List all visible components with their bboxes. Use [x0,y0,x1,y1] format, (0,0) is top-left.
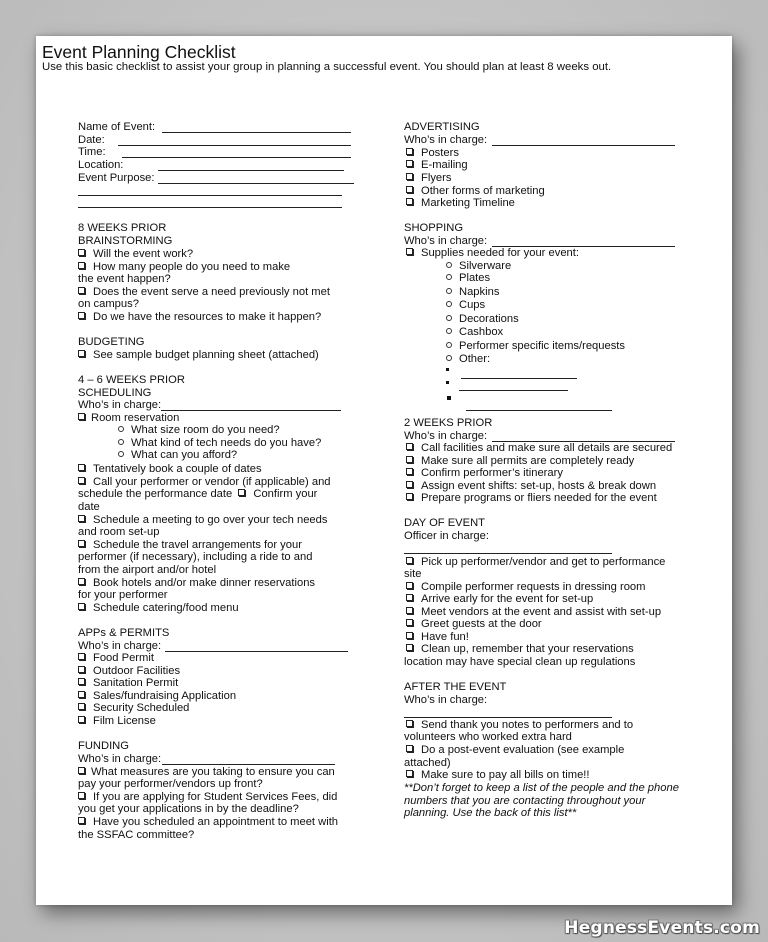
other-supply-field-3[interactable] [466,410,612,411]
checklist-item[interactable]: Prepare programs or fliers needed for the event [406,492,657,505]
circle-bullet-icon [118,451,124,457]
checkbox-icon[interactable] [406,173,413,180]
two-weeks-heading: 2 WEEKS PRIOR [404,417,493,429]
checkbox-icon[interactable] [406,557,413,564]
checkbox-icon[interactable] [406,186,413,193]
checkbox-icon[interactable] [406,456,413,463]
checklist-item[interactable]: Do a post-event evaluation (see example [406,744,624,757]
funding-heading: FUNDING [78,740,129,752]
checklist-item[interactable]: Call facilities and make sure all details are secured [406,442,672,455]
checklist-item[interactable]: Posters [406,147,459,160]
checkbox-icon[interactable] [406,443,413,450]
checklist-item[interactable]: Does the event serve a need previously not met [78,286,330,299]
page-subtitle: Use this basic checklist to assist your group in planning a successful event. You should plan at least 8 weeks out. [42,61,612,73]
checklist-item[interactable]: Pick up performer/vendor and get to performance [406,556,665,569]
checklist-item[interactable]: Sanitation Permit [78,677,178,690]
checkbox-icon[interactable] [78,792,85,799]
checkbox-icon[interactable] [78,817,85,824]
checklist-item-continued: you get your applications in by the deadline? [78,803,299,815]
checkbox-icon[interactable] [406,770,413,777]
four-six-weeks-heading: 4 – 6 WEEKS PRIOR [78,374,185,386]
after-event-heading: AFTER THE EVENT [404,681,507,693]
circle-bullet-icon [446,274,452,280]
other-supply-field-1[interactable] [461,378,577,379]
checkbox-icon[interactable] [78,691,85,698]
checkbox-icon[interactable] [406,481,413,488]
advertising-who-field[interactable] [492,145,675,146]
checklist-item-continued: location may have special clean up regulations [404,656,636,668]
checklist-item[interactable]: Call your performer or vendor (if applicable) and [78,476,331,489]
checklist-item[interactable]: Marketing Timeline [406,197,515,210]
checkbox-icon[interactable] [78,464,85,471]
checklist-item[interactable]: Flyers [406,172,451,185]
square-bullet-icon [446,381,449,384]
circle-bullet-icon [446,262,452,268]
checklist-item[interactable]: Make sure to pay all bills on time!! [406,769,590,782]
supply-item: Napkins [446,286,499,299]
checklist-item-continued: from the airport and/or hotel [78,564,217,576]
checklist-item[interactable]: Food Permit [78,652,154,665]
checkbox-icon[interactable] [78,350,85,357]
checkbox-icon[interactable] [406,248,413,255]
checkbox-icon[interactable] [238,489,245,496]
checklist-item[interactable]: Assign event shifts: set-up, hosts & break down [406,480,656,493]
checkbox-icon[interactable] [78,653,85,660]
checklist-item[interactable]: What measures are you taking to ensure you can [78,766,335,779]
checklist-item[interactable]: Book hotels and/or make dinner reservations [78,577,315,590]
checklist-item[interactable]: Security Scheduled [78,702,189,715]
checklist-item[interactable]: Do we have the resources to make it happen? [78,311,321,324]
checklist-item-continued: the event happen? [78,273,171,285]
checklist-item-continued: performer (if necessary), including a ride to and [78,551,313,563]
scheduling-who-field[interactable] [161,410,341,411]
checklist-item-continued: date [78,501,100,513]
reminder-note-line: planning. Use the back of this list** [404,807,577,819]
checkbox-icon[interactable] [406,493,413,500]
checkbox-icon[interactable] [78,540,85,547]
advertising-who-label: Who’s in charge: [404,134,488,146]
eight-weeks-heading: 8 WEEKS PRIOR [78,222,167,234]
checkbox-icon[interactable] [406,148,413,155]
event-purpose-field-line-3[interactable] [78,207,342,208]
scheduling-who-label: Who’s in charge: [78,399,162,411]
checklist-item[interactable]: How many people do you need to make [78,261,290,274]
checklist-item[interactable]: Clean up, remember that your reservations [406,643,634,656]
checkbox-icon[interactable] [78,716,85,723]
name-of-event-label: Name of Event: [78,121,156,133]
checklist-item[interactable]: Schedule the travel arrangements for your [78,539,302,552]
reminder-note-line: numbers that you are contacting throughout your [404,795,646,807]
checklist-item[interactable]: Outdoor Facilities [78,665,180,678]
officer-label: Officer in charge: [404,530,489,542]
time-field[interactable] [122,157,351,158]
circle-bullet-icon [446,355,452,361]
checklist-item[interactable]: Room reservation [78,412,179,425]
circle-bullet-icon [446,288,452,294]
other-supply-field-2[interactable] [459,390,568,391]
apps-permits-heading: APPs & PERMITS [78,627,170,639]
square-bullet-icon [446,368,449,371]
checkbox-icon[interactable] [78,703,85,710]
checkbox-icon[interactable] [406,160,413,167]
checklist-item[interactable]: Schedule a meeting to go over your tech needs [78,514,327,527]
scheduling-heading: SCHEDULING [78,387,152,399]
checklist-item[interactable]: Greet guests at the door [406,618,542,631]
time-label: Time: [78,146,106,158]
supply-item: Plates [446,272,490,285]
checkbox-icon[interactable] [406,745,413,752]
officer-field[interactable] [404,553,612,554]
circle-bullet-icon [446,301,452,307]
circle-bullet-icon [118,439,124,445]
checkbox-icon[interactable] [406,198,413,205]
watermark-logo: HegnessEvents.com [564,918,760,938]
sub-item: What kind of tech needs do you have? [118,437,321,450]
checklist-item[interactable]: Arrive early for the event for set-up [406,593,593,606]
checklist-item[interactable]: Other forms of marketing [406,185,545,198]
checklist-item[interactable]: Compile performer requests in dressing room [406,581,645,594]
checkbox-icon[interactable] [406,632,413,639]
checklist-item-continued: schedule the performance date Confirm your [78,488,318,500]
checklist-item[interactable]: Meet vendors at the event and assist with set-up [406,606,661,619]
brainstorming-heading: BRAINSTORMING [78,235,173,247]
checklist-item[interactable]: If you are applying for Student Services Fees, did [78,791,337,804]
date-field[interactable] [118,145,351,146]
checklist-item[interactable]: Make sure all permits are completely ready [406,455,634,468]
sub-item: What can you afford? [118,449,237,462]
checkbox-icon[interactable] [78,312,85,319]
location-label: Location: [78,159,124,171]
square-bullet-icon [447,396,451,400]
funding-who-field[interactable] [162,764,335,765]
checkbox-icon[interactable] [78,477,85,484]
checklist-item[interactable]: Schedule catering/food menu [78,602,239,615]
date-label: Date: [78,134,105,146]
checkbox-icon[interactable] [78,678,85,685]
checkbox-icon[interactable] [78,578,85,585]
checkbox-icon[interactable] [406,619,413,626]
checkbox-icon[interactable] [78,249,85,256]
checkbox-icon[interactable] [406,594,413,601]
checklist-item[interactable]: Will the event work? [78,248,193,261]
supply-item: Silverware [446,260,511,273]
checkbox-icon[interactable] [406,468,413,475]
checklist-item-continued: pay your performer/vendors up front? [78,778,263,790]
checklist-item-continued: for your performer [78,589,168,601]
checkbox-icon[interactable] [78,287,85,294]
checkbox-icon[interactable] [78,515,85,522]
checklist-item[interactable]: Sales/fundraising Application [78,690,236,703]
sub-item: What size room do you need? [118,424,280,437]
checkbox-icon[interactable] [406,720,413,727]
event-purpose-field[interactable] [158,183,354,184]
funding-who-label: Who’s in charge: [78,753,162,765]
checkbox-icon[interactable] [78,767,85,774]
checkbox-icon[interactable] [406,644,413,651]
supply-item: Decorations [446,313,519,326]
apps-who-field[interactable] [165,651,348,652]
supply-item: Performer specific items/requests [446,340,625,353]
checklist-item[interactable]: See sample budget planning sheet (attached) [78,349,319,362]
shopping-heading: SHOPPING [404,222,464,234]
apps-who-label: Who’s in charge: [78,640,162,652]
checkbox-icon[interactable] [406,582,413,589]
name-of-event-field[interactable] [162,132,351,133]
checklist-item[interactable]: Have you scheduled an appointment to meet with [78,816,338,829]
checklist-item-continued: and room set-up [78,526,160,538]
page-title: Event Planning Checklist [42,42,236,62]
checklist-item[interactable]: Send thank you notes to performers and to [406,719,633,732]
advertising-heading: ADVERTISING [404,121,480,133]
supply-item: Cashbox [446,326,503,339]
after-who-label: Who’s in charge: [404,694,488,706]
location-field[interactable] [158,170,344,171]
circle-bullet-icon [446,328,452,334]
event-purpose-field-line-2[interactable] [78,195,342,196]
checkbox-icon[interactable] [78,413,85,420]
checklist-item[interactable]: Film License [78,715,156,728]
day-of-event-heading: DAY OF EVENT [404,517,486,529]
checklist-item[interactable]: Supplies needed for your event: [406,247,579,260]
checklist-item-continued: site [404,568,422,580]
shopping-who-label: Who’s in charge: [404,235,488,247]
checkbox-icon[interactable] [78,666,85,673]
checklist-item[interactable]: Tentatively book a couple of dates [78,463,262,476]
checklist-item-continued: on campus? [78,298,139,310]
checklist-item-continued: attached) [404,757,451,769]
checkbox-icon[interactable] [78,603,85,610]
checklist-item[interactable]: E-mailing [406,159,468,172]
checklist-item-continued: volunteers who worked extra hard [404,731,572,743]
reminder-note-line: **Don’t forget to keep a list of the people and the phone [404,782,679,794]
circle-bullet-icon [446,342,452,348]
checkbox-icon[interactable] [406,607,413,614]
checkbox-icon[interactable] [78,262,85,269]
two-weeks-who-label: Who’s in charge: [404,430,488,442]
after-who-field[interactable] [404,717,612,718]
checklist-item-continued: the SSFAC committee? [78,829,195,841]
checklist-item[interactable]: Have fun! [406,631,469,644]
supply-item: Cups [446,299,485,312]
checklist-item[interactable]: Confirm performer’s itinerary [406,467,563,480]
circle-bullet-icon [118,426,124,432]
event-purpose-label: Event Purpose: [78,172,155,184]
budgeting-heading: BUDGETING [78,336,145,348]
supply-item: Other: [446,353,490,366]
circle-bullet-icon [446,315,452,321]
